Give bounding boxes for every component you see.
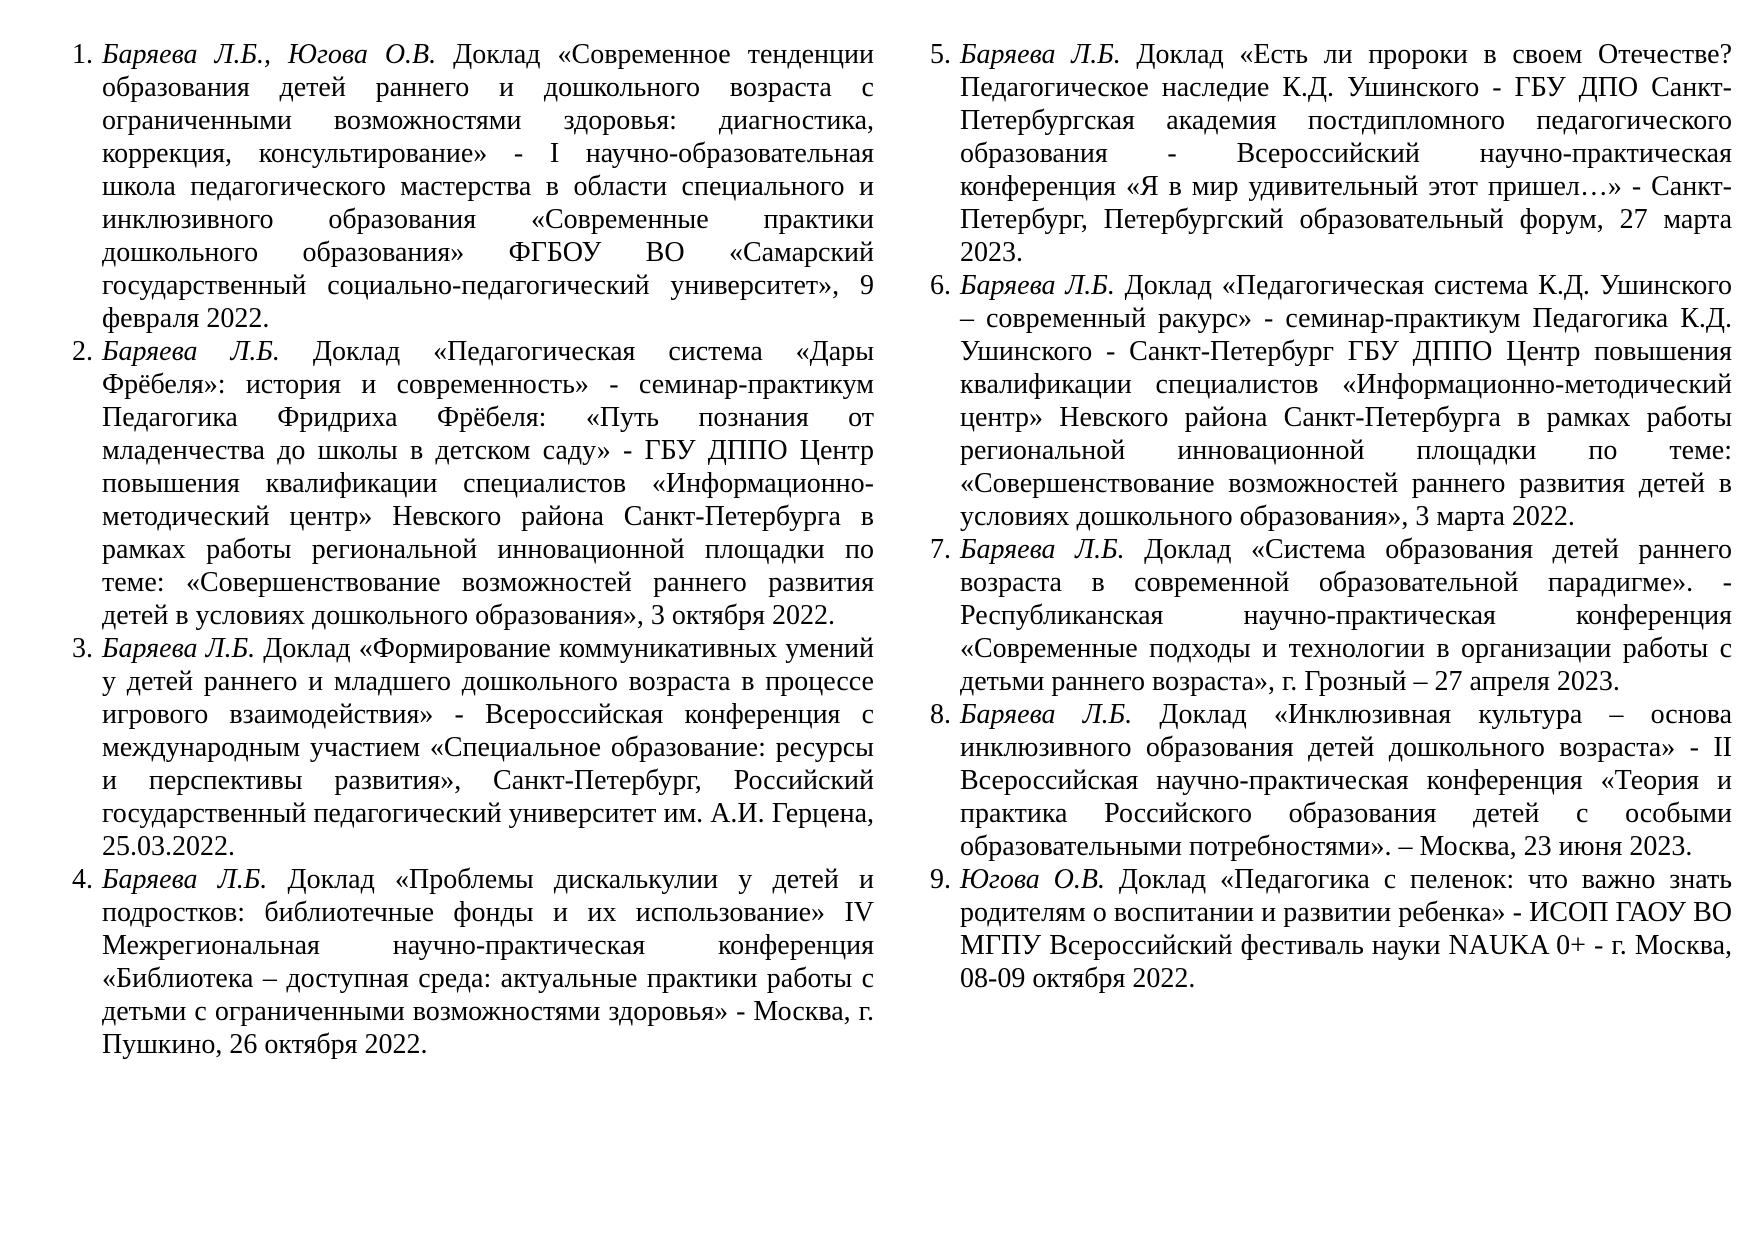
item-body — [960, 698, 1732, 863]
item-number: 9. — [930, 864, 951, 895]
left-column — [72, 38, 874, 1241]
item-author: Баряева Л.Б. — [102, 336, 280, 367]
item-number: 8. — [930, 699, 951, 730]
item-text: Доклад «Современное тенденции образования детей раннего и дошкольного возраста с ограниченными возможностями здоровья: диагностика, коррекция, консультирование» - I научно-образовательная школа педагогического мастерства в области специального и инклюзивного образования «Современные практики дошкольного образования» ФГБОУ ВО «Самарский государственный социально-педагогический университет», 9 февраля 2022. — [102, 39, 874, 334]
list-item — [72, 335, 874, 632]
list-item — [930, 269, 1732, 533]
item-author: Баряева Л.Б. — [102, 633, 256, 664]
item-number: 2. — [72, 336, 93, 367]
list-item — [930, 38, 1732, 269]
item-number: 4. — [72, 864, 93, 895]
list-item — [930, 533, 1732, 698]
item-number: 6. — [930, 270, 951, 301]
item-number: 7. — [930, 534, 951, 565]
item-author: Баряева Л.Б. — [960, 534, 1125, 565]
item-text: Доклад «Проблемы дискалькулии у детей и подростков: библиотечные фонды и их использование» IV Межрегиональная научно-практическая конференция «Библиотека – доступная среда: актуальные практики работы с детьми с ограниченными возможностями здоровья» - Москва, г. Пушкино, 26 октября 2022. — [102, 864, 875, 1060]
item-number: 5. — [930, 39, 951, 70]
item-text: Доклад «Инклюзивная культура – основа инклюзивного образования детей дошкольного возраста» - II Всероссийская научно-практическая конференция «Теория и практика Российского образования детей с особыми образовательными потребностями». – Москва, 23 июня 2023. — [960, 699, 1732, 862]
item-text: Доклад «Педагогическая система «Дары Фрёбеля»: история и современность» - семинар-практикум Педагогика Фридриха Фрёбеля: «Путь познания от младенчества до школы в детском саду» - ГБУ ДППО Центр повышения квалификации специалистов «Информационно-методический центр» Невского района Санкт-Петербурга в рамках работы региональной инновационной площадки по теме: «Совершенствование возможностей раннего развития детей в условиях дошкольного образования», 3 октября 2022. — [102, 336, 875, 631]
item-text: Доклад «Педагогика с пеленок: что важно знать родителям о воспитании и развитии ребенка» - ИСОП ГАОУ ВО МГПУ Всероссийский фестиваль науки NAUKA 0+ - г. Москва, 08-09 октября 2022. — [960, 864, 1732, 994]
list-item — [72, 863, 874, 1061]
item-text: Доклад «Система образования детей раннего возраста в современной образовательной парадигме». - Республиканская научно-практическая конференция «Современные подходы и технологии в организации работы с детьми раннего возраста», г. Грозный – 27 апреля 2023. — [960, 534, 1732, 697]
item-author: Баряева Л.Б. — [960, 270, 1115, 301]
item-body — [960, 269, 1732, 533]
item-body — [102, 632, 874, 863]
item-body — [960, 38, 1732, 269]
item-body — [102, 38, 874, 335]
item-body — [960, 863, 1732, 995]
list-item — [72, 38, 874, 335]
right-column — [930, 38, 1732, 1241]
item-text: Доклад «Педагогическая система К.Д. Ушинского – современный ракурс» - семинар-практикум Педагогика К.Д. Ушинского - Санкт-Петербург ГБУ ДППО Центр повышения квалификации специалистов «Информационно-методический центр» Невского района Санкт-Петербурга в рамках работы региональной инновационной площадки по теме: «Совершенствование возможностей раннего развития детей в условиях дошкольного образования», 3 марта 2022. — [960, 270, 1733, 532]
item-text: Доклад «Формирование коммуникативных умений у детей раннего и младшего дошкольного возраста в процессе игрового взаимодействия» - Всероссийская конференция с международным участием «Специальное образование: ресурсы и перспективы развития», Санкт-Петербург, Российский государственный педагогический университет им. А.И. Герцена, 25.03.2022. — [102, 633, 874, 862]
item-number: 1. — [72, 39, 93, 70]
item-text: Доклад «Есть ли пророки в своем Отечестве? Педагогическое наследие К.Д. Ушинского - ГБУ ДПО Санкт-Петербургская академия постдипломного педагогического образования - Всероссийский научно-практическая конференция «Я в мир удивительный этот пришел…» - Санкт-Петербург, Петербургский образовательный форум, 27 марта 2023. — [960, 39, 1733, 268]
item-body — [960, 533, 1732, 698]
item-author: Баряева Л.Б., Югова О.В. — [102, 39, 437, 70]
list-item — [72, 632, 874, 863]
list-item — [930, 698, 1732, 863]
item-author: Баряева Л.Б. — [960, 39, 1121, 70]
item-author: Баряева Л.Б. — [102, 864, 268, 895]
list-item — [930, 863, 1732, 995]
item-author: Баряева Л.Б. — [960, 699, 1133, 730]
item-author: Югова О.В. — [960, 864, 1105, 895]
item-body — [102, 863, 874, 1061]
item-body — [102, 335, 874, 632]
item-number: 3. — [72, 633, 93, 664]
